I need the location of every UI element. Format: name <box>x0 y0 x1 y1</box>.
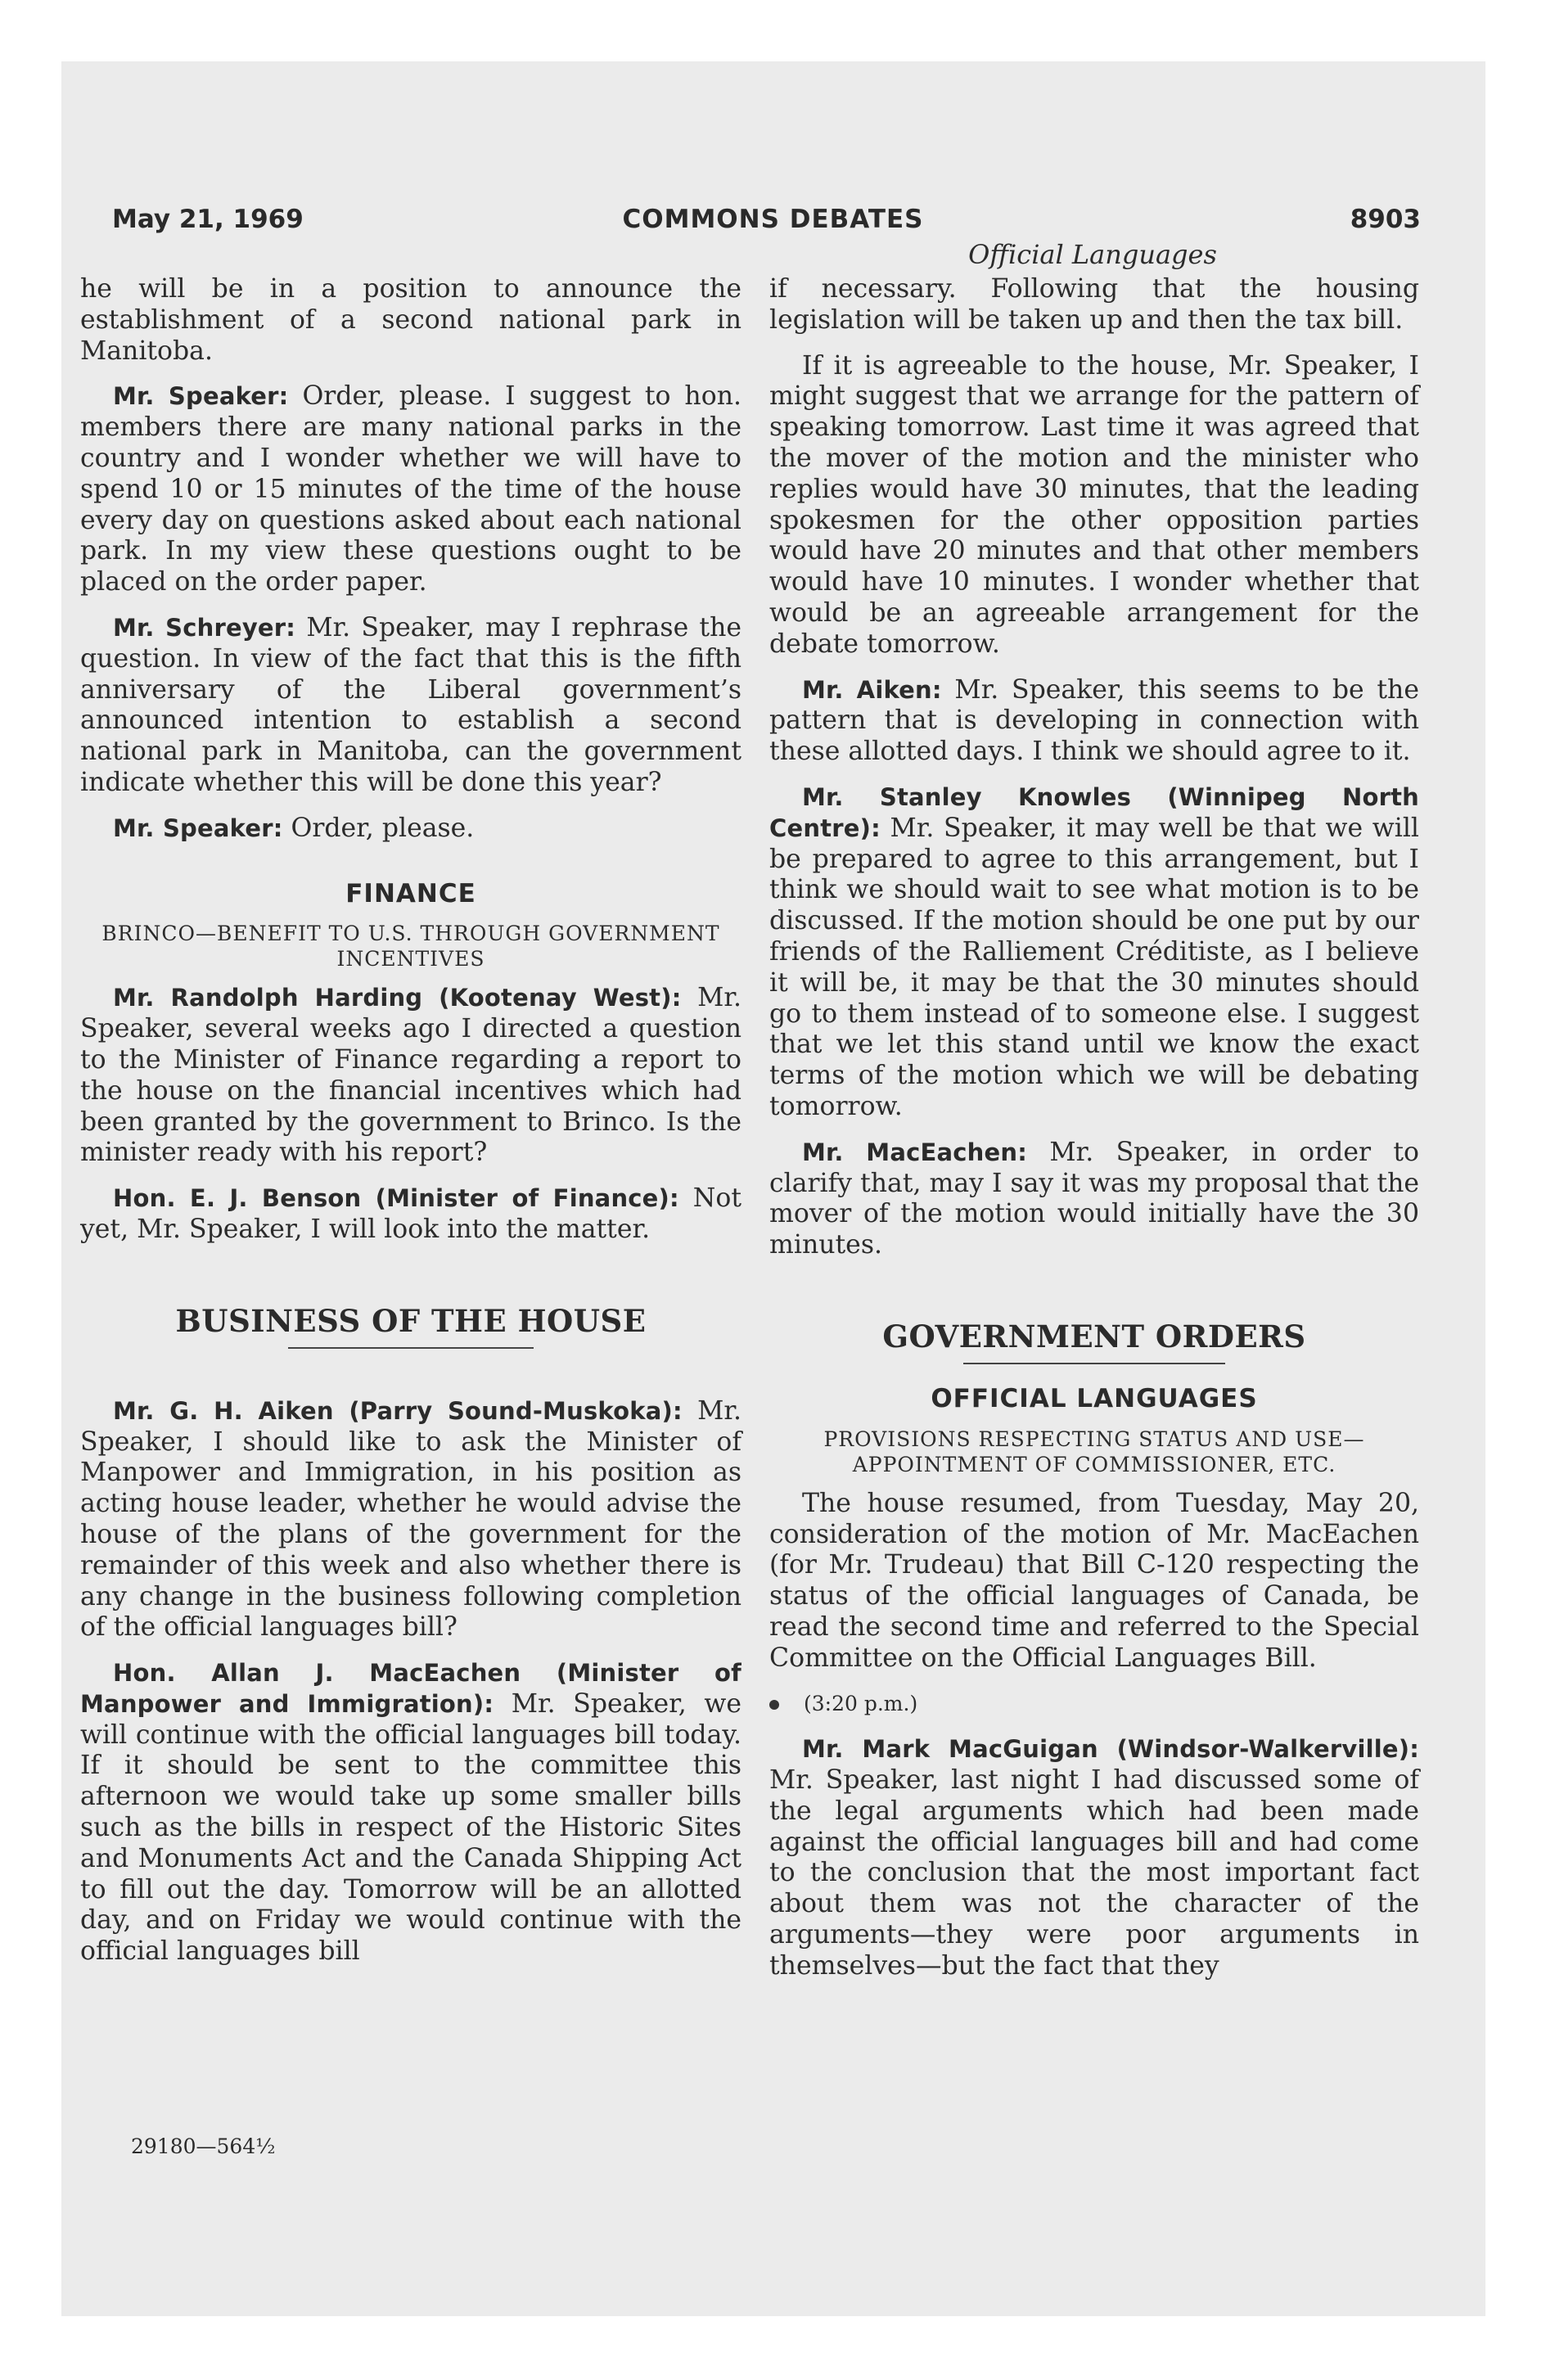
speech-text: Mr. Speaker, may I rephrase the question. In view of the fact that this is the fifth anniversary of the Liberal government’s announced intention to establish a second national park in Manitoba, can the government indicate whether this will be done this year? <box>80 612 742 797</box>
speech-paragraph <box>769 675 1419 768</box>
section-heading-government-orders: GOVERNMENT ORDERS <box>882 1318 1306 1355</box>
speech-text: Mr. Speaker, in order to clarify that, may I say it was my proposal that the mover of the motion would initially have the 30 minutes. <box>769 1137 1420 1260</box>
left-column <box>80 274 741 1982</box>
speech-paragraph <box>80 1658 741 1968</box>
speech-text: Order, please. <box>282 813 475 843</box>
speaker-name: Mr. Speaker: <box>113 814 283 842</box>
speaker-name: Mr. MacEachen: <box>802 1138 1028 1166</box>
speaker-name: Mr. Stanley Knowles (Winnipeg North Centre): <box>769 782 1419 842</box>
speaker-name: Mr. G. H. Aiken (Parry Sound-Muskoka): <box>113 1396 683 1425</box>
paragraph: he will be in a position to announce the establishment of a second national park in Manitoba. <box>80 274 741 366</box>
page-number: 8903 <box>1350 205 1421 234</box>
speech-text: Not yet, Mr. Speaker, I will look into the matter. <box>80 1183 741 1244</box>
right-column <box>769 274 1419 1997</box>
heading-rule <box>963 1363 1225 1364</box>
speech-text: Mr. Speaker, this seems to be the pattern that is developing in connection with these allotted days. I think we should agree to it. <box>769 674 1419 767</box>
speech-paragraph <box>769 1734 1419 1981</box>
paragraph: If it is agreeable to the house, Mr. Speaker, I might suggest that we arrange for the pattern of speaking tomorrow. Last time it was agreed that the mover of the motion and the minister who replies would have 30 minutes, that the leading spokesmen for the other opposition parties would have 20 minutes and that other members would have 10 minutes. I wonder whether that would be an agreeable arrangement for the debate tomorrow. <box>769 350 1419 659</box>
speech-text: Mr. Speaker, several weeks ago I directed a question to the Minister of Finance regarding a report to the house on the financial incentives which had been granted by the government to Brinco. Is the minister ready with his report? <box>80 983 741 1168</box>
time-text: (3:20 p.m.) <box>804 1692 918 1716</box>
time-note <box>769 1688 1419 1720</box>
running-head: Official Languages <box>968 239 1217 270</box>
footnote-code: 29180—564½ <box>131 2134 276 2158</box>
subheading-brinco: BRINCO—BENEFIT TO U.S. THROUGH GOVERNMENT INCENTIVES <box>101 922 720 971</box>
header-date: May 21, 1969 <box>112 205 304 234</box>
speaker-name: Mr. Schreyer: <box>113 613 296 642</box>
speech-paragraph <box>769 782 1419 1123</box>
section-heading-official-languages: OFFICIAL LANGUAGES <box>931 1383 1258 1413</box>
speech-paragraph <box>80 814 741 845</box>
speech-paragraph <box>80 613 741 799</box>
speech-paragraph <box>80 381 741 598</box>
paragraph: if necessary. Following that the housing legislation will be taken up and then the tax bill. <box>769 274 1419 335</box>
speech-text: Order, please. I suggest to hon. members there are many national parks in the country and I wonder whether we will have to spend 10 or 15 minutes of the time of the house every day on questions asked about each national park. In my view these questions ought to be placed on the order paper. <box>80 381 741 597</box>
speech-text: Mr. Speaker, I should like to ask the Minister of Manpower and Immigration, in his position as acting house leader, whether he would advise the house of the plans of the government for the remainder of this week and also whether there is any change in the business following completion of the official languages bill? <box>80 1395 741 1643</box>
section-heading-finance: FINANCE <box>345 878 476 908</box>
speech-text: Mr. Speaker, it may well be that we will be prepared to agree to this arrangement, but I think we should wait to see what motion is to be discussed. If the motion should be one put by our friends of the Ralliement Créditiste, as I believe it will be, it may be that the 30 minutes should go to them instead of to someone else. I suggest that we let this stand until we know the exact terms of the motion which we will be debating tomorrow. <box>769 813 1419 1121</box>
speaker-name: Hon. Allan J. MacEachen (Minister of Manpower and Immigration): <box>80 1659 741 1718</box>
speaker-name: Mr. Randolph Harding (Kootenay West): <box>113 984 682 1012</box>
header-title: COMMONS DEBATES <box>622 205 924 234</box>
speech-text: Mr. Speaker, last night I had discussed some of the legal arguments which had been made against the official languages bill and had come to the conclusion that the most important fact about them was not the character of the arguments—they were poor arguments in themselves—but the fact that they <box>769 1765 1419 1981</box>
speech-paragraph <box>769 1138 1419 1261</box>
speaker-name: Mr. Mark MacGuigan (Windsor-Walkerville): <box>802 1735 1419 1764</box>
speaker-name: Mr. Aiken: <box>802 675 942 704</box>
section-heading-business: BUSINESS OF THE HOUSE <box>175 1302 647 1339</box>
heading-rule <box>288 1347 534 1349</box>
bullet-icon <box>769 1700 779 1710</box>
speaker-name: Mr. Speaker: <box>113 382 289 411</box>
subheading-provisions: PROVISIONS RESPECTING STATUS AND USE—APPOINTMENT OF COMMISSIONER, ETC. <box>823 1427 1365 1476</box>
speaker-name: Hon. E. J. Benson (Minister of Finance): <box>113 1184 679 1213</box>
speech-paragraph <box>80 983 741 1169</box>
speech-paragraph <box>80 1396 741 1643</box>
speech-text: Mr. Speaker, we will continue with the official languages bill today. If it should be sent to the committee this afternoon we would take up some smaller bills such as the bills in respect of the Historic Sites and Monuments Act and the Canada Shipping Act to fill out the day. Tomorrow will be an allotted day, and on Friday we would continue with the official languages bill <box>80 1688 741 1967</box>
speech-paragraph <box>80 1183 741 1246</box>
paragraph: The house resumed, from Tuesday, May 20, consideration of the motion of Mr. MacEachen (for Mr. Trudeau) that Bill C-120 respecting the status of the official languages of Canada, be read the second time and referred to the Special Committee on the Official Languages Bill. <box>769 1488 1419 1673</box>
